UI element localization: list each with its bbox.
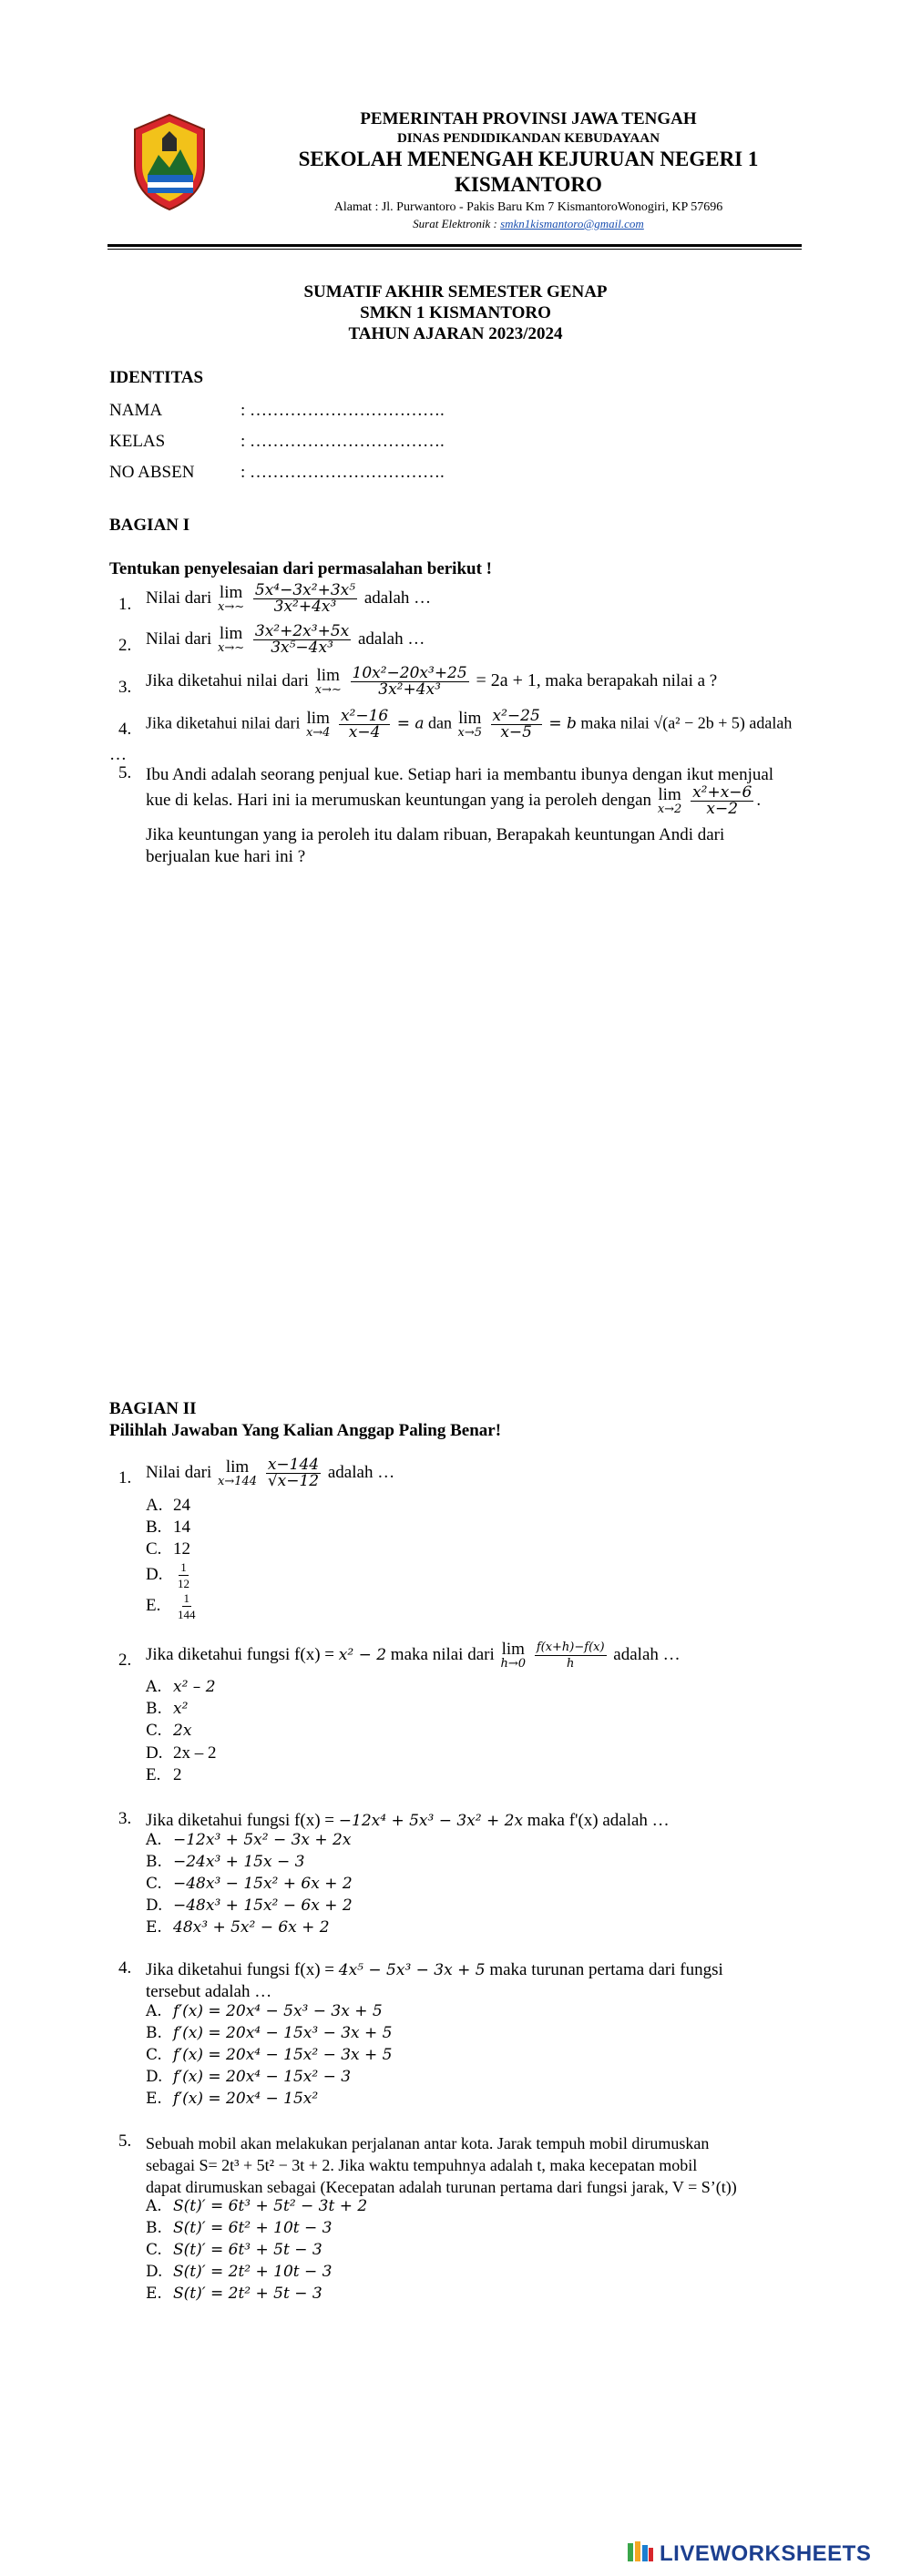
- header-line1: PEMERINTAH PROVINSI JAWA TENGAH: [360, 109, 697, 128]
- answer-option[interactable]: C. f′(x) = 20x⁴ − 15x² − 3x + 5: [146, 2046, 393, 2064]
- function-expression: 4x⁵ − 5x³ − 3x + 5: [338, 1961, 486, 1979]
- question-text: Jika diketahui nilai dari: [146, 713, 301, 732]
- essay-question-5-line3: Jika keuntungan yang ia peroleh itu dalam ribuan, Berapakah keuntungan Andi dari: [146, 825, 725, 844]
- part2-heading: BAGIAN II: [109, 1399, 197, 1418]
- school-logo: [128, 111, 211, 213]
- question-text: kue di kelas. Hari ini ia merumuskan keuntungan yang ia peroleh dengan: [146, 790, 652, 810]
- worksheet-icon: [627, 2540, 654, 2569]
- question-text: Jika diketahui nilai dari: [146, 670, 309, 690]
- essay-question-2: [146, 624, 802, 656]
- header-rule: [107, 244, 802, 247]
- essay-question-4: [146, 709, 802, 741]
- question-number: 5.: [118, 763, 132, 782]
- question-text: Jika diketahui fungsi f(x) =: [146, 1960, 335, 1979]
- question-text: Nilai dari: [146, 588, 212, 608]
- identity-blank[interactable]: : …………………………….: [241, 432, 445, 451]
- answer-option[interactable]: E. S(t)′ = 2t² + 5t − 3: [146, 2285, 322, 2303]
- limit-expression: lim x→∼: [314, 665, 342, 697]
- answer-option[interactable]: C. 12: [146, 1539, 190, 1559]
- answer-option[interactable]: C. −48x³ − 15x² + 6x + 2: [146, 1875, 353, 1893]
- question-number: 4.: [118, 720, 132, 739]
- answer-option[interactable]: D. f′(x) = 20x⁴ − 15x² − 3: [146, 2068, 352, 2086]
- question-number: 4.: [118, 1958, 132, 1978]
- identity-field[interactable]: [109, 463, 445, 488]
- question-number: 1.: [118, 1468, 132, 1487]
- liveworksheets-logo[interactable]: [627, 2541, 900, 2567]
- identity-label: NAMA: [109, 401, 163, 420]
- answer-option[interactable]: D. S(t)′ = 2t² + 10t − 3: [146, 2263, 333, 2281]
- question-text: Nilai dari: [146, 629, 212, 649]
- header-line4: KISMANTORO: [455, 173, 602, 196]
- question-text: Nilai dari: [146, 1462, 212, 1482]
- fraction: $\frac{\text{x²−25}}{x-5}$: [492, 707, 540, 741]
- identity-field[interactable]: [109, 401, 445, 426]
- limit-expression: lim x→5: [457, 708, 483, 740]
- question-text: maka nilai √(a² − 2b + 5) adalah: [580, 713, 793, 732]
- question-continuation: …: [109, 745, 127, 764]
- limit-expression: lim x→2: [657, 784, 682, 816]
- question-text: maka turunan pertama dari fungsi: [489, 1960, 723, 1979]
- answer-option[interactable]: C. 2x: [146, 1722, 192, 1740]
- mc-question-5-line1: Sebuah mobil akan melakukan perjalanan antar kota. Jarak tempuh mobil dirumuskan: [146, 2134, 710, 2152]
- answer-option[interactable]: B. f′(x) = 20x⁴ − 15x³ − 3x + 5: [146, 2024, 393, 2042]
- fraction: $\frac{x-144}{√x-12}$: [267, 1456, 320, 1490]
- identity-label: KELAS: [109, 432, 166, 451]
- identity-blank[interactable]: : …………………………….: [241, 463, 445, 482]
- limit-expression: lim x→144: [218, 1457, 258, 1488]
- answer-option[interactable]: D. 2x – 2: [146, 1743, 217, 1763]
- part2-instruction: Pilihlah Jawaban Yang Kalian Anggap Paling Benar!: [109, 1421, 502, 1440]
- limit-expression: lim x→4: [305, 708, 331, 740]
- mc-question-2: [146, 1640, 802, 1671]
- mc-question-5-line2: sebagai S= 2t³ + 5t² − 3t + 2. Jika waktu tempuhnya adalah t, maka kecepatan mobil: [146, 2156, 698, 2174]
- brand-name: LIVEWORKSHEETS: [660, 2541, 872, 2566]
- fraction: $\frac{\text{3x²+2x³+5x}}{\text{3x⁵−4x³}}$: [254, 622, 350, 657]
- header-email-row: [237, 217, 820, 231]
- question-text: maka nilai dari: [390, 1644, 495, 1664]
- question-text: adalah …: [357, 629, 425, 649]
- fraction: $\frac{\text{10x²−20x³+25}}{\text{3x²+4x³}}$: [352, 664, 467, 699]
- header-line3: SEKOLAH MENENGAH KEJURUAN NEGERI 1: [298, 148, 759, 170]
- answer-option[interactable]: A. f′(x) = 20x⁴ − 5x³ − 3x + 5: [146, 2002, 383, 2020]
- mc-question-1: [146, 1457, 802, 1489]
- equation-rhs: = b: [548, 714, 577, 733]
- essay-question-5-line2: kue di kelas. Hari ini ia merumuskan keuntungan yang ia peroleh dengan lim x→2 $\frac{\text{x²+x−6}}{x-2}$ .: [146, 783, 762, 818]
- question-text: dan: [428, 713, 453, 732]
- fraction: $\frac{\text{x²−16}}{x-4}$: [340, 707, 389, 741]
- answer-option[interactable]: E. 48x³ + 5x² − 6x + 2: [146, 1918, 330, 1937]
- limit-expression: lim h→0: [500, 1639, 527, 1671]
- header-line2: DINAS PENDIDIKANDAN KEBUDAYAAN: [396, 131, 660, 146]
- question-continuation: tersebut adalah …: [146, 1982, 272, 2001]
- function-expression: −12x⁴ + 5x³ − 3x² + 2x: [338, 1812, 524, 1830]
- question-number: 5.: [118, 2131, 132, 2151]
- fraction: $\frac{f(x+h)-f(x)}{h}$: [536, 1641, 605, 1671]
- identity-field[interactable]: [109, 432, 445, 457]
- function-expression: x² − 2: [338, 1645, 387, 1664]
- equation-rhs: = a: [396, 714, 425, 733]
- mc-question-4: [146, 1958, 802, 1982]
- mc-question-5-line3: dapat dirumuskan sebagai (Kecepatan adalah turunan pertama dari fungsi jarak, V = S’(t)): [146, 2178, 737, 2196]
- part1-heading: BAGIAN I: [109, 516, 190, 535]
- essay-question-5-line4: berjualan kue hari ini ?: [146, 847, 306, 866]
- email-label: Surat Elektronik :: [413, 217, 501, 230]
- exam-title: SUMATIF AKHIR SEMESTER GENAP: [303, 282, 608, 302]
- essay-question-5-line1: Ibu Andi adalah seorang penjual kue. Setiap hari ia membantu ibunya dengan ikut menjual: [146, 765, 774, 784]
- answer-option[interactable]: B. x²: [146, 1700, 189, 1718]
- exam-year: TAHUN AJARAN 2023/2024: [348, 324, 563, 343]
- answer-option[interactable]: A. S(t)′ = 6t³ + 5t² − 3t + 2: [146, 2197, 368, 2215]
- answer-option[interactable]: B. S(t)′ = 6t² + 10t − 3: [146, 2219, 333, 2237]
- question-text: adalah …: [613, 1644, 681, 1664]
- exam-school: SMKN 1 KISMANTORO: [360, 303, 551, 322]
- identity-heading: IDENTITAS: [109, 368, 204, 387]
- question-text: Jika diketahui fungsi f(x) =: [146, 1811, 335, 1830]
- answer-option[interactable]: B. 14: [146, 1518, 190, 1537]
- header-rule-thin: [107, 249, 802, 250]
- question-text: adalah …: [363, 588, 432, 608]
- question-number: 2.: [118, 1651, 132, 1670]
- question-text: , maka berapakah nilai a ?: [536, 670, 718, 690]
- limit-expression: lim x→∼: [218, 582, 245, 614]
- essay-question-3: [146, 666, 802, 698]
- question-text: maka f'(x) adalah …: [527, 1811, 670, 1830]
- fraction: $\frac{\text{5x⁴−3x²+3x⁵}}{\text{3x²+4x³}}$: [254, 581, 356, 616]
- answer-option[interactable]: E. $\frac{1}{144}$: [146, 1591, 196, 1621]
- question-number: 3.: [118, 678, 132, 697]
- limit-expression: lim x→∼: [218, 623, 245, 655]
- answer-option[interactable]: E. f′(x) = 20x⁴ − 15x²: [146, 2090, 319, 2108]
- question-text: adalah …: [327, 1462, 395, 1482]
- essay-question-1: [146, 583, 802, 615]
- question-number: 1.: [118, 595, 132, 614]
- answer-option[interactable]: C. S(t)′ = 6t³ + 5t − 3: [146, 2241, 322, 2259]
- answer-option[interactable]: A. 24: [146, 1496, 190, 1515]
- identity-label: NO ABSEN: [109, 463, 195, 482]
- answer-option[interactable]: E. 2: [146, 1765, 182, 1784]
- question-text: Jika diketahui fungsi f(x) =: [146, 1644, 335, 1664]
- identity-blank[interactable]: : …………………………….: [241, 401, 445, 420]
- email-link[interactable]: smkn1kismantoro@gmail.com: [500, 217, 644, 230]
- question-number: 3.: [118, 1809, 132, 1828]
- part1-instruction: Tentukan penyelesaian dari permasalahan berikut !: [109, 559, 493, 578]
- answer-option[interactable]: A. −12x³ + 5x² − 3x + 2x: [146, 1831, 352, 1849]
- header-address: Alamat : Jl. Purwantoro - Pakis Baru Km 7 KismantoroWonogiri, KP 57696: [333, 200, 723, 214]
- answer-option[interactable]: B. −24x³ + 15x − 3: [146, 1853, 305, 1871]
- answer-option[interactable]: A. x² – 2: [146, 1678, 216, 1696]
- fraction: $\frac{\text{x²+x−6}}{x-2}$: [692, 783, 752, 818]
- equation-rhs: = 2a + 1: [476, 670, 537, 690]
- answer-option[interactable]: D. $\frac{1}{12}$: [146, 1560, 189, 1590]
- answer-option[interactable]: D. −48x³ + 15x² − 6x + 2: [146, 1896, 353, 1915]
- mc-question-3: [146, 1809, 802, 1833]
- question-number: 2.: [118, 636, 132, 655]
